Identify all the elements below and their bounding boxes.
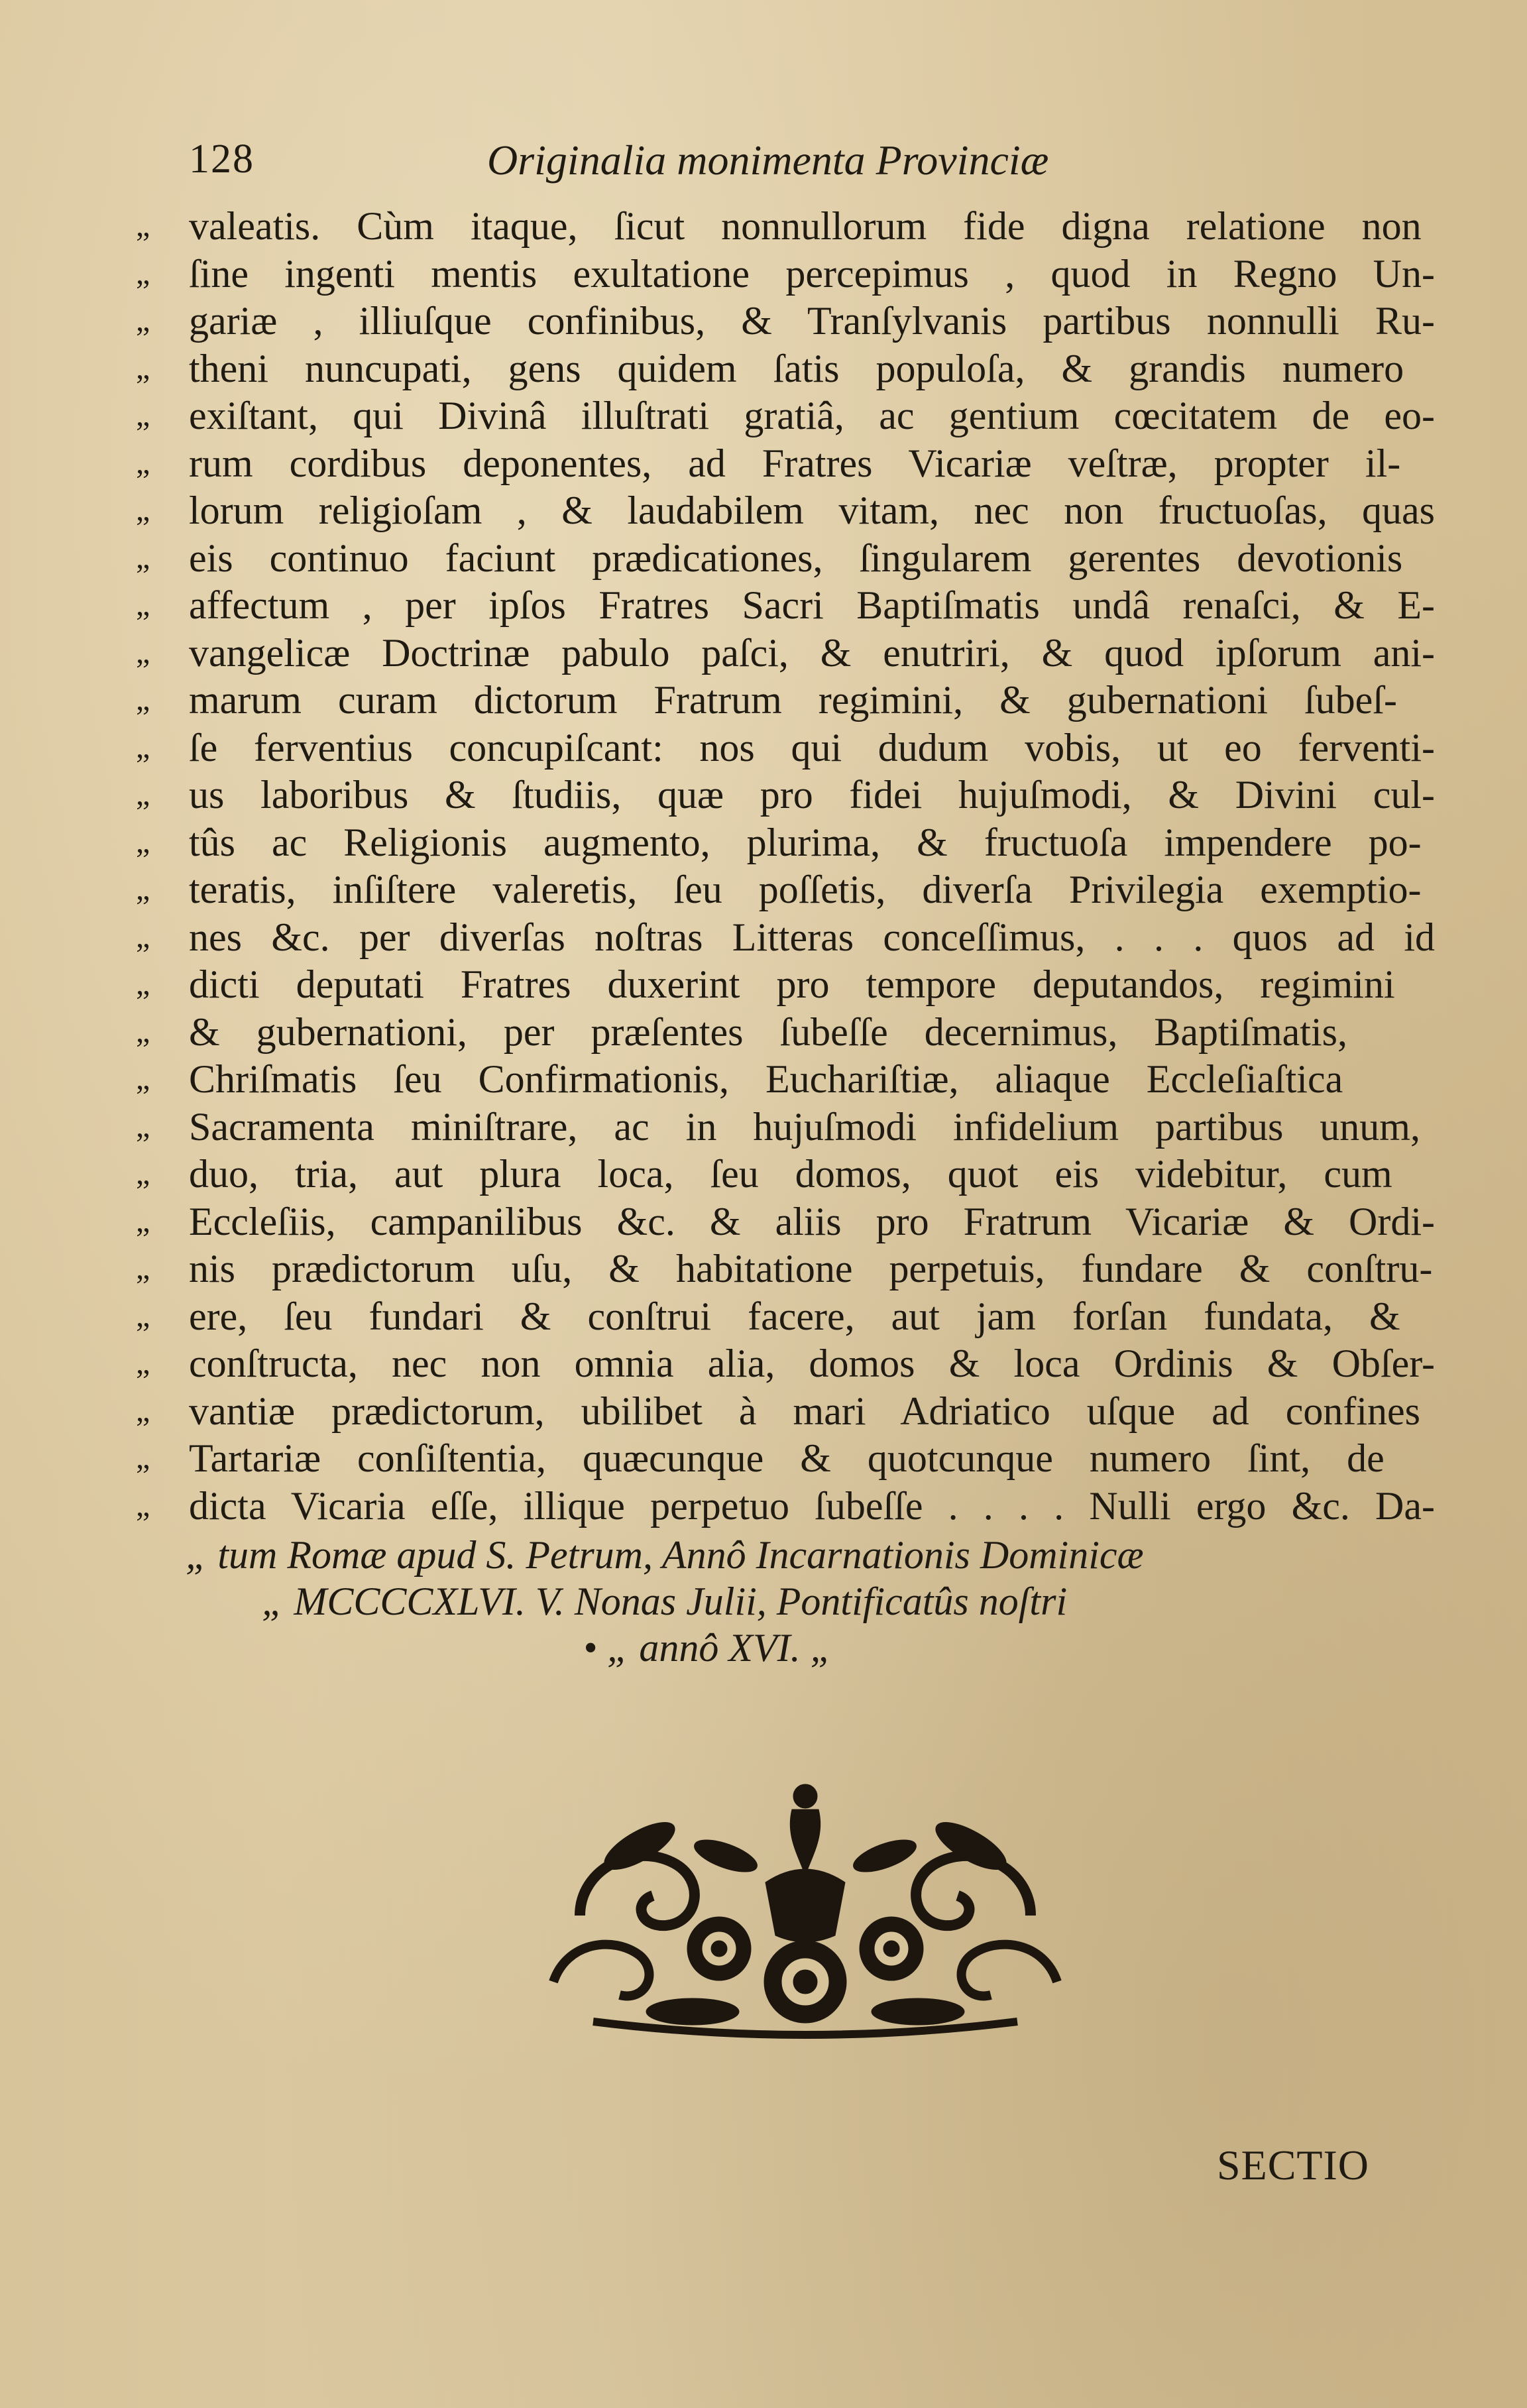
quotation-mark: „ [136,492,150,528]
line-text: Sacramenta miniſtrare, ac in hujuſmodi infidelium partibus unum, [189,1104,1420,1149]
text-line [136,1387,1435,1435]
text-line [136,1340,1435,1387]
text-line [136,202,1435,250]
quotation-mark: „ [136,1013,150,1049]
quotation-mark: „ [136,445,150,481]
line-text: Tartariæ conſiſtentia, quæcunque & quotcunque numero ſint, de [189,1436,1385,1480]
line-text: nis prædictorum uſu, & habitatione perpetuis, fundare & conſtru- [189,1247,1433,1290]
text-line [136,819,1435,866]
text-line [136,1198,1435,1245]
quotation-mark: „ [136,1298,150,1334]
closing-line: • „ annô XVI. „ [583,1626,833,1670]
text-line [136,1055,1435,1103]
text-line [136,1434,1435,1482]
line-text: dicti deputati Fratres duxerint pro tempore deputandos, regimini [189,962,1395,1006]
text-line [136,866,1435,913]
line-text: nes &c. per diverſas noſtras Litteras conceſſimus, . . . quos ad id [189,915,1435,959]
text-line [136,1245,1435,1292]
line-text: Chriſmatis ſeu Confirmationis, Euchariſtiæ, aliaque Eccleſiaſtica [189,1057,1343,1101]
line-text: gariæ , illiuſque confinibus, & Tranſylvanis partibus nonnulli Ru- [189,299,1435,343]
quotation-mark: „ [136,872,150,907]
running-title: Originalia monimenta Provinciæ [487,137,1049,184]
line-text: lorum religioſam , & laudabilem vitam, nec non fructuoſas, quas [189,488,1435,532]
text-line [136,439,1435,487]
line-text: & gubernationi, per præſentes ſubeſſe decernimus, Baptiſmatis, [189,1009,1347,1054]
page-number: 128 [189,137,254,182]
text-line [136,724,1435,772]
text-line [136,1292,1435,1340]
line-text: vantiæ prædictorum, ubilibet à mari Adriatico uſque ad confines [189,1389,1420,1433]
quotation-mark: „ [136,1251,150,1286]
text-line [136,960,1435,1008]
quotation-mark: „ [136,1156,150,1191]
line-text: valeatis. Cùm itaque, ſicut nonnullorum fide digna relatione non [189,204,1422,248]
quotation-mark: „ [136,777,150,812]
closing-line: „ tum Romæ apud S. Petrum, Annô Incarnationis Dominicæ [186,1533,1144,1577]
text-line [136,913,1435,961]
quotation-mark: „ [136,1061,150,1096]
text-line [136,676,1435,724]
line-text: exiſtant, qui Divinâ illuſtrati gratiâ, ac gentium cœcitatem de eo- [189,394,1435,437]
quotation-mark: „ [136,729,150,765]
quotation-mark: „ [136,1203,150,1239]
text-line [136,392,1435,439]
text-line [136,581,1435,629]
line-text: duo, tria, aut plura loca, ſeu domos, quot eis videbitur, cum [189,1152,1392,1196]
text-line [136,297,1435,345]
text-line [136,629,1435,677]
page-header [189,136,1130,196]
line-text: teratis, inſiſtere valeretis, ſeu poſſetis, diverſa Privilegia exemptio- [189,868,1422,911]
line-text: us laboribus & ſtudiis, quæ pro fidei hujuſmodi, & Divini cul- [189,773,1435,817]
quotation-mark: „ [136,1393,150,1428]
catchword: SECTIO [1217,2142,1369,2189]
text-line [136,534,1435,582]
text-line [136,1103,1435,1151]
line-text: affectum , per ipſos Fratres Sacri Baptiſmatis undâ renaſci, & E- [189,583,1435,627]
quotation-mark: „ [136,587,150,622]
quotation-mark: „ [136,634,150,670]
quotation-mark: „ [136,1440,150,1475]
line-text: vangelicæ Doctrinæ pabulo paſci, & enutriri, & quod ipſorum ani- [189,630,1435,675]
text-line [136,250,1435,298]
line-text: dicta Vicaria eſſe, illique perpetuo ſubeſſe . . . . Nulli ergo &c. Da- [189,1483,1435,1528]
quotation-mark: „ [136,682,150,717]
quotation-mark: „ [136,350,150,386]
line-text: rum cordibus deponentes, ad Fratres Vicariæ veſtræ, propter il- [189,441,1401,485]
text-line [136,345,1435,392]
line-text: tûs ac Religionis augmento, plurima, & fructuoſa impendere po- [189,820,1422,864]
line-text: ſe ferventius concupiſcant: nos qui dudum vobis, ut eo ferventi- [189,725,1435,770]
quotation-mark: „ [136,398,150,433]
line-text: marum curam dictorum Fratrum regimini, & gubernationi ſubeſ- [189,678,1397,722]
quotation-mark: „ [136,824,150,860]
line-text: conſtructa, nec non omnia alia, domos & loca Ordinis & Obſer- [189,1342,1435,1385]
quotation-mark: „ [136,919,150,954]
quotation-mark: „ [136,303,150,338]
quotation-mark: „ [136,208,150,243]
quotation-mark: „ [136,1346,150,1381]
text-line [136,1008,1435,1056]
closing-line: „ MCCCCXLVI. V. Nonas Julii, Pontificatûs noſtri [262,1579,1068,1623]
line-text: ſine ingenti mentis exultatione percepimus , quod in Regno Un- [189,251,1435,296]
quotation-mark: „ [136,540,150,575]
floral-tailpiece-icon [540,1783,1070,2041]
text-line [136,1150,1435,1198]
quotation-mark: „ [136,966,150,1002]
line-text: theni nuncupati, gens quidem ſatis populoſa, & grandis numero [189,346,1404,390]
quotation-mark: „ [136,1487,150,1523]
line-text: eis continuo faciunt prædicationes, ſingularem gerentes devotionis [189,536,1403,580]
text-line [136,487,1435,534]
text-line [136,1482,1435,1530]
line-text: ere, ſeu fundari & conſtrui facere, aut jam forſan fundata, & [189,1294,1400,1338]
quotation-mark: „ [136,255,150,291]
line-text: Eccleſiis, campanilibus &c. & aliis pro Fratrum Vicariæ & Ordi- [189,1199,1435,1243]
text-line [136,771,1435,819]
quotation-mark: „ [136,1108,150,1144]
